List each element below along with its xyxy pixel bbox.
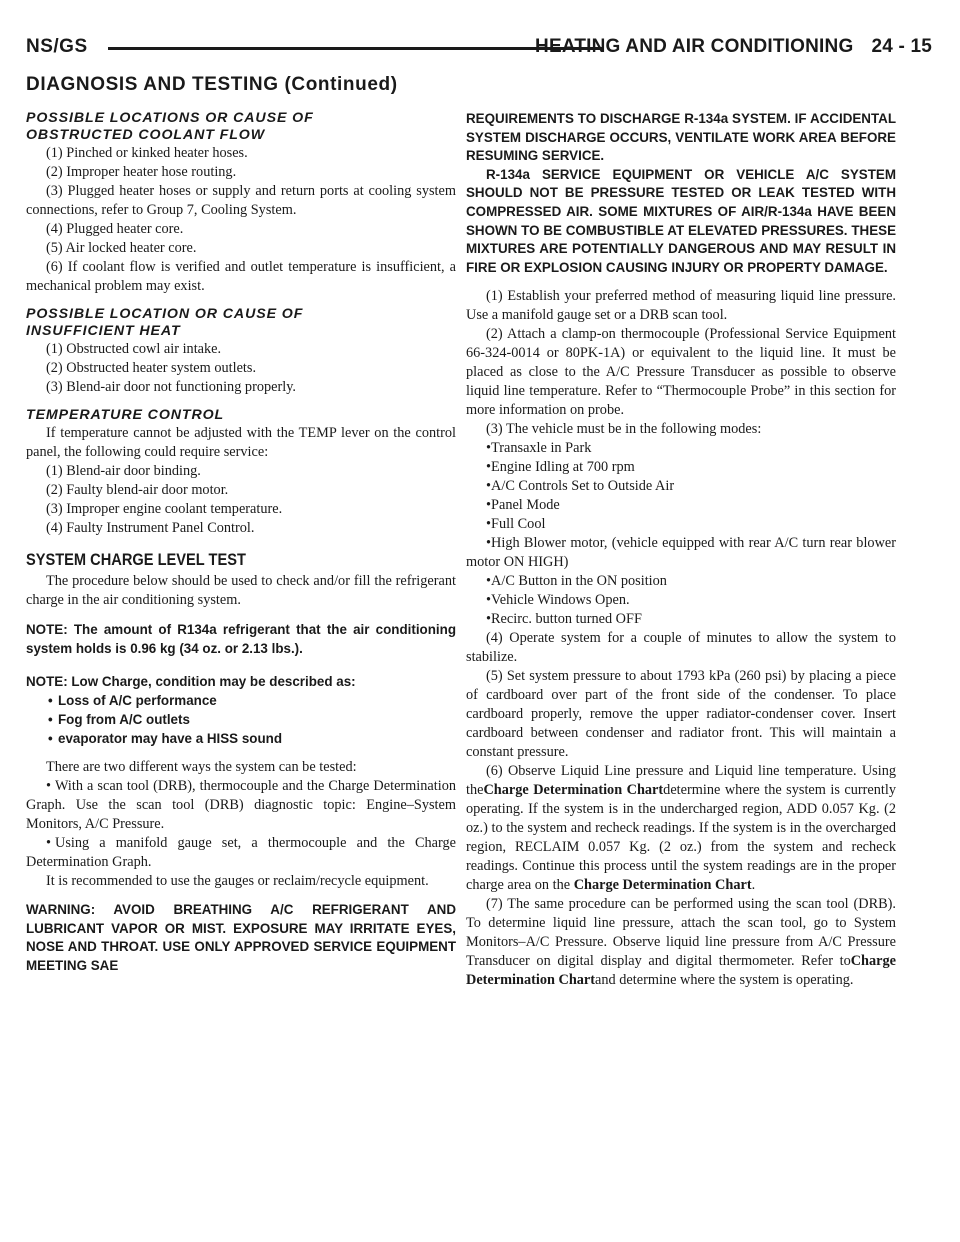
step-text: (6) Observe Liquid Line pressure and Liquid line temperature. Using the [466, 763, 896, 799]
mode-text: A/C Controls Set to Outside Air [491, 478, 675, 495]
spacer [26, 296, 456, 306]
note-bullet: • Fog from A/C outlets [26, 710, 456, 729]
bullet-glyph: • [486, 611, 492, 628]
step-1: (1) Establish your preferred method of measuring liquid line pressure. Use a manifold gauge set or a DRB scan tool. [466, 288, 896, 324]
mode-text: Vehicle Windows Open. [491, 592, 630, 609]
paragraph: There are two different ways the system can be tested: [46, 759, 357, 775]
bullet-glyph: • [46, 835, 52, 851]
spacer [26, 397, 456, 407]
list-item: (4) Plugged heater core. [46, 221, 184, 237]
heading-line: POSSIBLE LOCATIONS OR CAUSE OF [26, 110, 314, 126]
heading-line: POSSIBLE LOCATION OR CAUSE OF [26, 306, 304, 322]
list-item: (6) If coolant flow is verified and outlet temperature is insufficient, a mechanical problem may exist. [26, 259, 456, 294]
page-header [26, 36, 932, 76]
step-5: (5) Set system pressure to about 1793 kPa (260 psi) by placing a piece of cardboard over part of the front side of the condenser. To place cardboard properly, remove the upper radiator-condenser cover. Insert cardboard between condenser and radiator front. This will maintain a constant pressure. [466, 668, 896, 761]
list-item: (2) Faulty blend-air door motor. [46, 482, 229, 498]
right-column [466, 110, 896, 990]
mode-text: Transaxle in Park [491, 440, 592, 457]
chart-reference: Charge Determination Chart [466, 953, 896, 989]
section-title [535, 36, 932, 58]
bullet-paragraph [26, 834, 456, 872]
warning-compressed-air: R-134a SERVICE EQUIPMENT OR VEHICLE A/C SYSTEM SHOULD NOT BE PRESSURE TESTED OR LEAK TESTED WITH COMPRESSED AIR. SOME MIXTURES OF AIR/R-134a HAVE BEEN SHOWN TO BE COMBUSTIBLE AT ELEVATED PRESSURES. THESE MIXTURES ARE POTENTIALLY DANGEROUS AND MAY RESULT IN FIRE OR EXPLOSION CAUSING INJURY OR PROPERTY DAMAGE. [466, 166, 896, 275]
mode-text: A/C Button in the ON position [491, 573, 667, 590]
paragraph: It is recommended to use the gauges or reclaim/recycle equipment. [46, 873, 429, 889]
bullet-glyph: • [486, 478, 492, 495]
list-item: (3) Blend-air door not functioning properly. [46, 379, 296, 395]
warning-text: WARNING: AVOID BREATHING A/C REFRIGERANT AND LUBRICANT VAPOR OR MIST. EXPOSURE MAY IRRITATE EYES, NOSE AND THROAT. USE ONLY APPROVED SERVICE EQUIPMENT MEETING SAE [26, 902, 456, 973]
mode-text: Recirc. button turned OFF [491, 611, 642, 628]
step-6 [466, 762, 896, 895]
bullet-paragraph [26, 777, 456, 834]
bullet-glyph: • [486, 440, 492, 457]
step-text: . [751, 877, 756, 894]
list-item: (5) Air locked heater core. [46, 240, 197, 256]
spacer [26, 748, 456, 758]
step-2: (2) Attach a clamp-on thermocouple (Professional Service Equipment 66-324-0014 or 80PK-1A) or equivalent to the liquid line. It must be placed as close to the A/C Pressure Transducer as possible to observe liquid line temperature. Refer to “Thermocouple Probe” in this section for more information on probe. [466, 326, 896, 419]
step-text: determine where the system is currently operating. If the system is in the undercharged region, ADD 0.057 Kg. (2 oz.) to the system and recheck readings. If the system is in the overcharged region, RECLAIM 0.057 Kg. (2 oz.) from the system and recheck readings. Continue this process until the system readings are in the proper charge area on the [466, 782, 896, 894]
mode-item [466, 515, 896, 534]
step-3: (3) The vehicle must be in the following modes: [486, 421, 762, 438]
list-item: (1) Obstructed cowl air intake. [46, 341, 222, 357]
bullet-text: With a scan tool (DRB), thermocouple and the Charge Determination Graph. Use the scan tool (DRB) diagnostic topic: Engine–System Monitors, A/C Pressure. [26, 778, 456, 832]
list-item: (1) Blend-air door binding. [46, 463, 201, 479]
chart-reference: Charge Determination Chart [483, 782, 664, 799]
header-rule [108, 47, 602, 50]
note-capacity: NOTE: The amount of R134a refrigerant that the air conditioning system holds is 0.96 kg (34 oz. or 2.13 lbs.). [26, 622, 456, 656]
mode-item [466, 610, 896, 629]
step-7 [466, 895, 896, 990]
bullet-glyph: • [46, 778, 52, 794]
spacer [466, 277, 896, 287]
warning-continued: REQUIREMENTS TO DISCHARGE R-134a SYSTEM. IF ACCIDENTAL SYSTEM DISCHARGE OCCURS, VENTILATE WORK AREA BEFORE RESUMING SERVICE. [466, 111, 896, 164]
mode-text: Engine Idling at 700 rpm [491, 459, 635, 476]
list-item: (2) Obstructed heater system outlets. [46, 360, 257, 376]
mode-item [466, 439, 896, 458]
heading-temperature-control: TEMPERATURE CONTROL [26, 407, 225, 423]
heading-charge-level-test: SYSTEM CHARGE LEVEL TEST [26, 550, 246, 569]
continued-heading: DIAGNOSIS AND TESTING (Continued) [26, 74, 398, 95]
paragraph: The procedure below should be used to check and/or fill the refrigerant charge in the air conditioning system. [26, 573, 456, 608]
spacer [26, 891, 456, 901]
mode-text: Full Cool [491, 516, 546, 533]
bullet-text: Using a manifold gauge set, a thermocouple and the Charge Determination Graph. [26, 835, 456, 870]
bullet-glyph: • [486, 573, 492, 590]
spacer [26, 658, 456, 668]
list-item: (3) Improper engine coolant temperature. [46, 501, 283, 517]
mode-text: High Blower motor, (vehicle equipped with rear A/C turn rear blower motor ON HIGH) [466, 535, 896, 571]
note-bullet: • evaporator may have a HISS sound [26, 729, 456, 748]
mode-text: Panel Mode [491, 497, 560, 514]
mode-item [466, 572, 896, 591]
step-text: and determine where the system is operating. [595, 972, 854, 989]
section-name: HEATING AND AIR CONDITIONING [535, 36, 854, 57]
heading-obstructed-flow [26, 110, 456, 144]
bullet-glyph: • [486, 516, 492, 533]
left-column [26, 110, 456, 975]
mode-item [466, 591, 896, 610]
page-number: 24 - 15 [871, 36, 932, 57]
step-4: (4) Operate system for a couple of minutes to allow the system to stabilize. [466, 630, 896, 666]
list-item: (3) Plugged heater hoses or supply and return ports at cooling system connections, refer to Group 7, Cooling System. [26, 183, 456, 218]
mode-item [466, 477, 896, 496]
bullet-glyph: • [486, 592, 492, 609]
list-item: (4) Faulty Instrument Panel Control. [46, 520, 255, 536]
mode-item [466, 534, 896, 572]
note-bullet: • Loss of A/C performance [26, 691, 456, 710]
heading-line: INSUFFICIENT HEAT [26, 323, 181, 339]
bullet-glyph: • [486, 459, 492, 476]
heading-line: OBSTRUCTED COOLANT FLOW [26, 127, 266, 143]
note-low-charge: NOTE: Low Charge, condition may be described as: [26, 674, 356, 689]
chart-reference: Charge Determination Chart [573, 877, 752, 894]
heading-insufficient-heat [26, 306, 456, 340]
bullet-glyph: • [486, 497, 492, 514]
list-item: (2) Improper heater hose routing. [46, 164, 237, 180]
list-item: (1) Pinched or kinked heater hoses. [46, 145, 248, 161]
step-text: (7) The same procedure can be performed using the scan tool (DRB). To determine liquid line pressure, attach the scan tool, go to System Monitors–A/C Pressure. Observe liquid line pressure from A/C Pressure Transducer on digital display and digital thermometer. Refer to [466, 896, 896, 970]
bullet-glyph: • [486, 535, 492, 552]
spacer [26, 610, 456, 620]
mode-item [466, 496, 896, 515]
mode-item [466, 458, 896, 477]
paragraph: If temperature cannot be adjusted with the TEMP lever on the control panel, the following could require service: [26, 425, 456, 460]
model-code: NS/GS [26, 36, 88, 57]
